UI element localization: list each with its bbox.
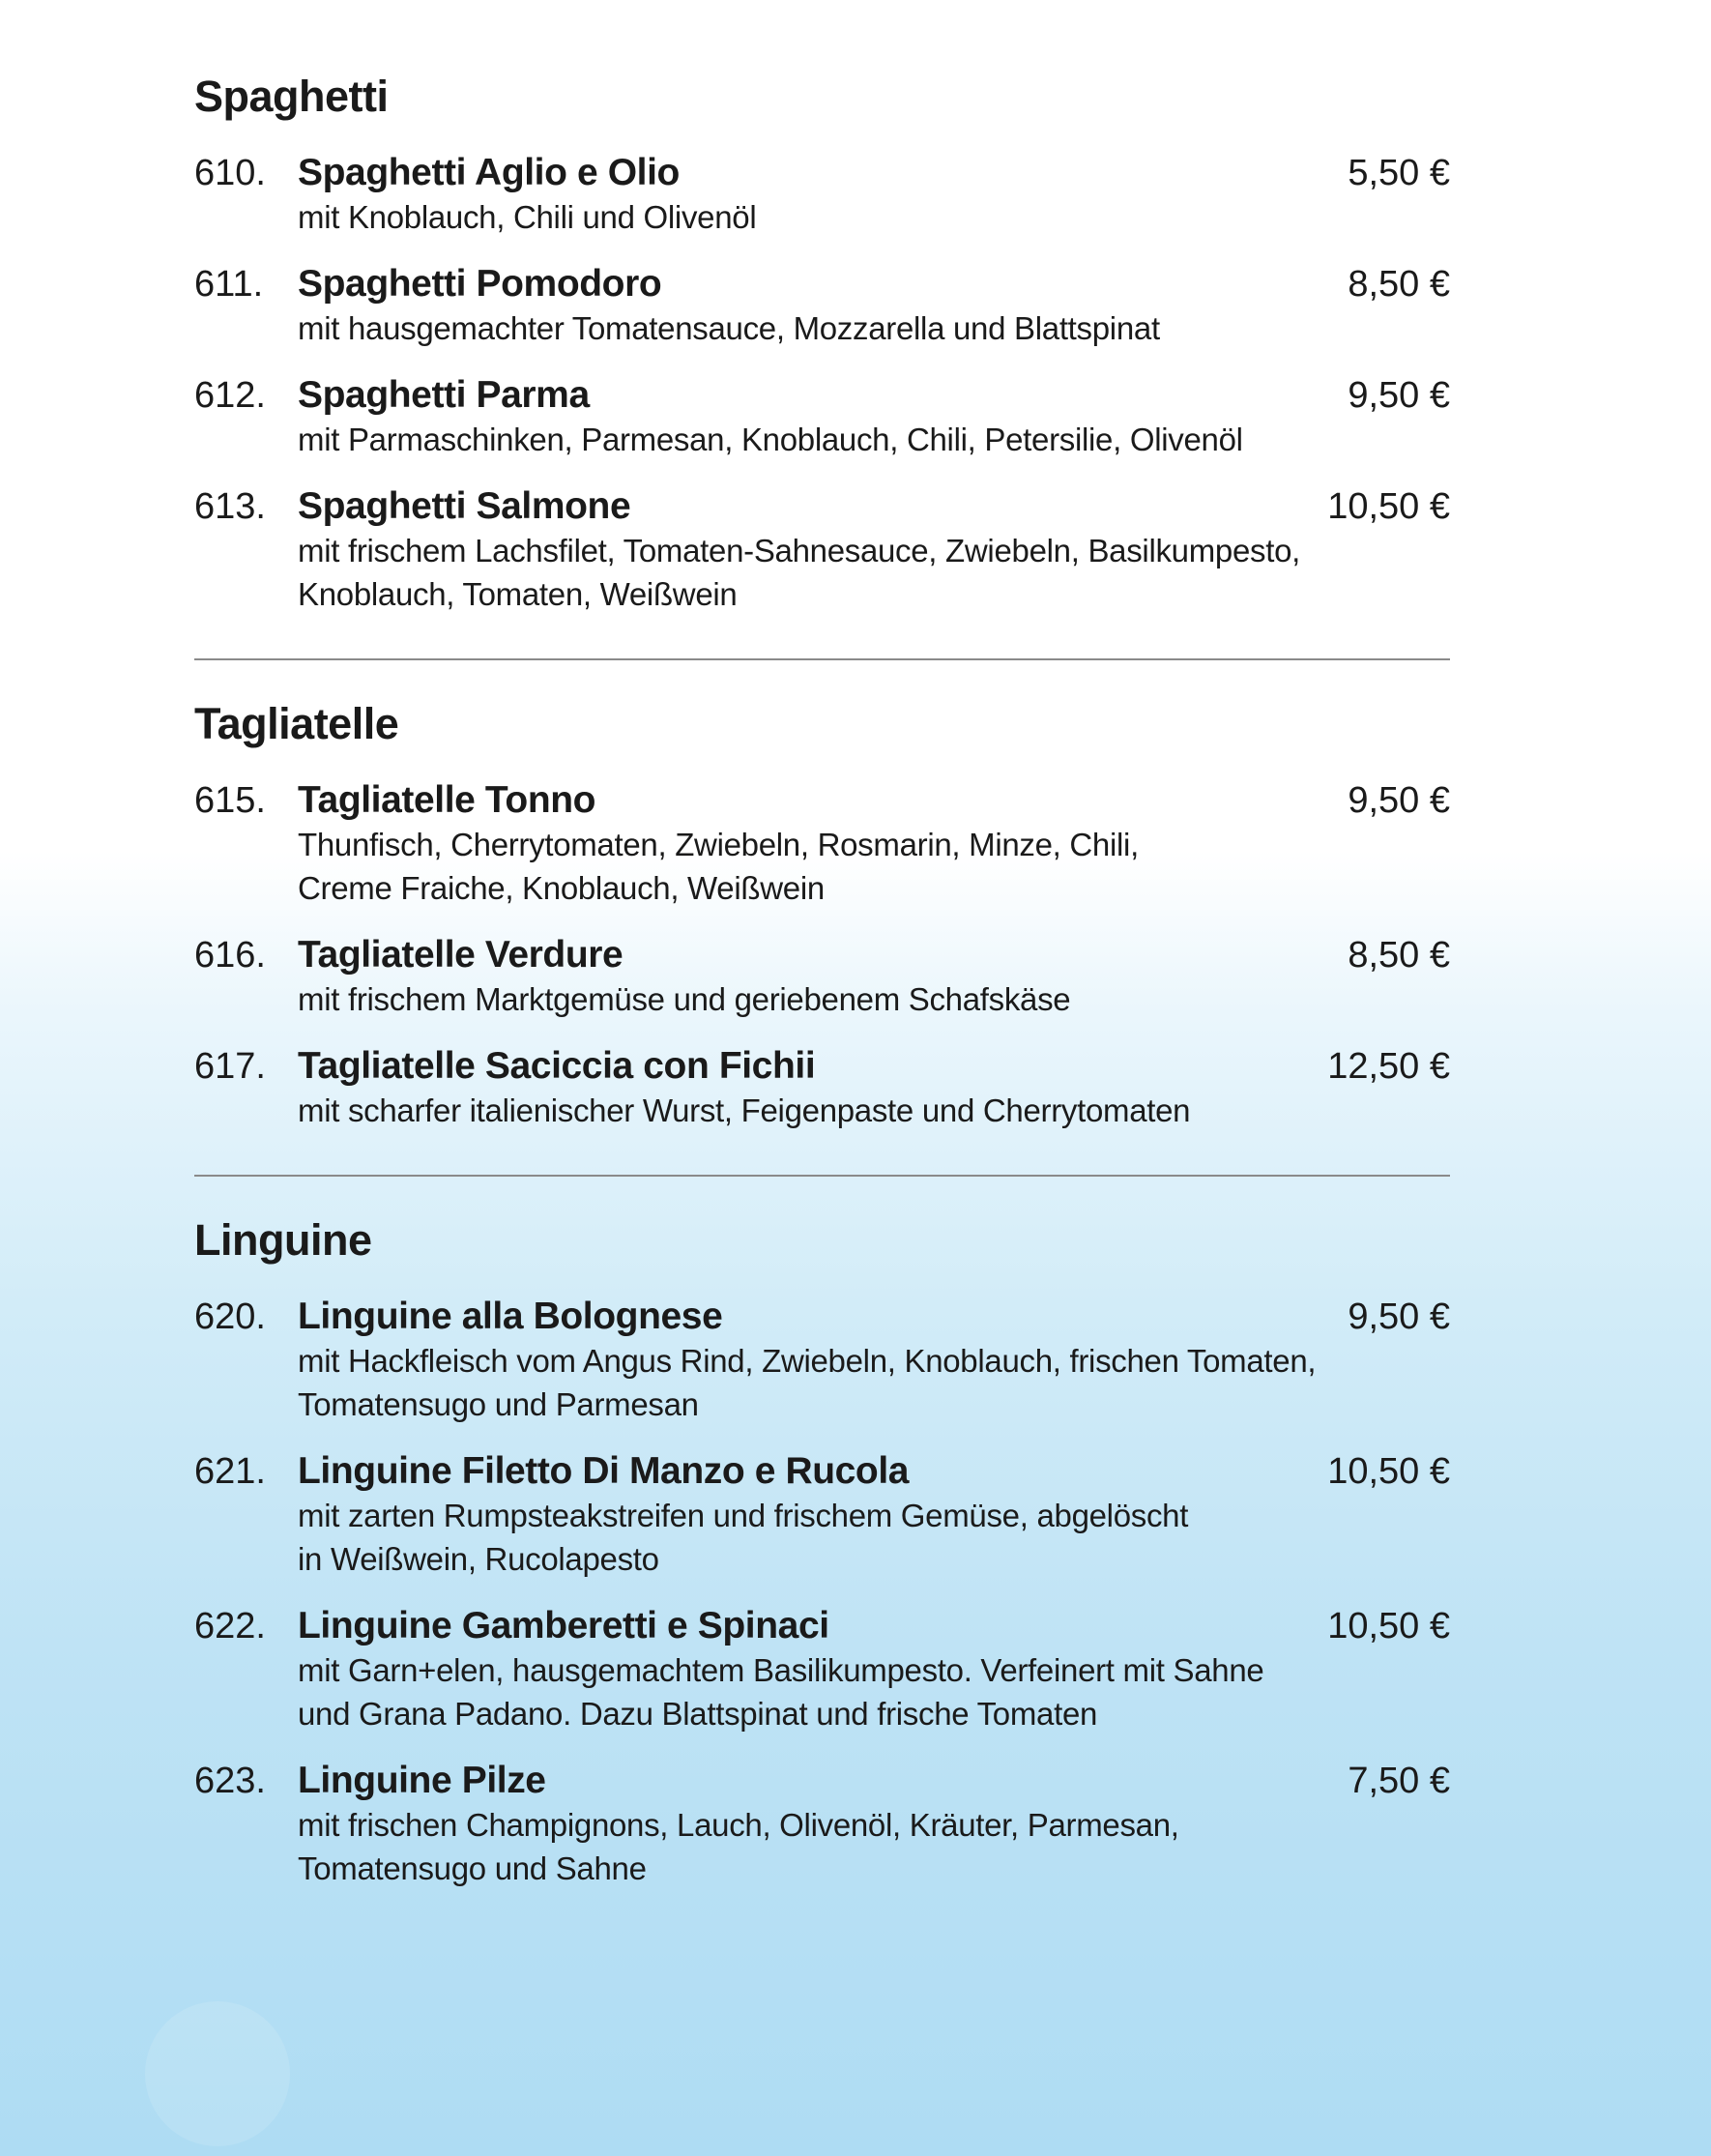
menu-item (194, 484, 1450, 616)
item-number: 623. (194, 1761, 266, 1801)
item-price: 12,50 € (1327, 1046, 1450, 1087)
item-body (298, 262, 1328, 350)
item-price: 8,50 € (1348, 935, 1450, 976)
item-number: 612. (194, 375, 266, 416)
item-name: Linguine Gamberetti e Spinaci (298, 1605, 829, 1646)
item-description: mit scharfer italienischer Wurst, Feigenpaste und Cherrytomaten (298, 1093, 1191, 1128)
item-number: 621. (194, 1451, 266, 1492)
menu-content (194, 68, 1450, 1913)
item-number: 620. (194, 1297, 266, 1337)
item-description: mit zarten Rumpsteakstreifen und frischem Gemüse, abgelöscht in Weißwein, Rucolapesto (298, 1498, 1189, 1577)
item-name: Linguine Filetto Di Manzo e Rucola (298, 1450, 910, 1492)
item-name: Spaghetti Pomodoro (298, 263, 662, 305)
background-decoration (145, 2001, 290, 2146)
item-name: Spaghetti Salmone (298, 485, 631, 527)
item-name: Linguine Pilze (298, 1760, 546, 1801)
menu-item (194, 1759, 1450, 1890)
item-number: 613. (194, 486, 266, 527)
item-name: Tagliatelle Tonno (298, 779, 596, 821)
item-body (298, 373, 1328, 461)
item-description: mit Parmaschinken, Parmesan, Knoblauch, Chili, Petersilie, Olivenöl (298, 422, 1243, 457)
section-title: Tagliatelle (194, 699, 399, 748)
menu-item (194, 373, 1450, 461)
item-name: Spaghetti Parma (298, 374, 590, 416)
item-body (298, 151, 1328, 239)
item-price: 7,50 € (1348, 1761, 1450, 1801)
item-name: Tagliatelle Verdure (298, 934, 624, 976)
menu-item (194, 151, 1450, 239)
item-number: 617. (194, 1046, 266, 1087)
menu-item (194, 933, 1450, 1021)
item-description: mit Garn+elen, hausgemachtem Basilikumpesto. Verfeinert mit Sahne und Grana Padano. Dazu Blattspinat und frische Tomaten (298, 1652, 1264, 1732)
menu-section-linguine (194, 1211, 1450, 1890)
item-name: Tagliatelle Saciccia con Fichii (298, 1045, 816, 1087)
item-number: 615. (194, 780, 266, 821)
section-title: Spaghetti (194, 72, 389, 121)
menu-section-tagliatelle (194, 695, 1450, 1132)
item-number: 611. (194, 264, 264, 305)
item-description: mit frischem Lachsfilet, Tomaten-Sahnesauce, Zwiebeln, Basilkumpesto, Knoblauch, Tomaten, Weißwein (298, 533, 1301, 612)
item-body (298, 1604, 1308, 1735)
item-body (298, 1449, 1308, 1581)
item-price: 9,50 € (1348, 375, 1450, 416)
item-price: 10,50 € (1327, 1451, 1450, 1492)
item-body (298, 484, 1308, 616)
item-body (298, 1044, 1308, 1132)
item-number: 610. (194, 153, 266, 193)
menu-item (194, 1449, 1450, 1581)
item-body (298, 1295, 1328, 1426)
item-price: 9,50 € (1348, 780, 1450, 821)
item-price: 10,50 € (1327, 1606, 1450, 1646)
menu-section-spaghetti (194, 68, 1450, 616)
item-description: Thunfisch, Cherrytomaten, Zwiebeln, Rosmarin, Minze, Chili, Creme Fraiche, Knoblauch, Weißwein (298, 827, 1139, 906)
item-description: mit Hackfleisch vom Angus Rind, Zwiebeln, Knoblauch, frischen Tomaten, Tomatensugo und Parmesan (298, 1343, 1317, 1422)
menu-item (194, 778, 1450, 910)
item-price: 8,50 € (1348, 264, 1450, 305)
item-description: mit frischem Marktgemüse und geriebenem Schafskäse (298, 981, 1071, 1017)
item-price: 5,50 € (1348, 153, 1450, 193)
item-number: 622. (194, 1606, 266, 1646)
item-description: mit hausgemachter Tomatensauce, Mozzarella und Blattspinat (298, 310, 1160, 346)
menu-item (194, 1295, 1450, 1426)
item-description: mit Knoblauch, Chili und Olivenöl (298, 199, 757, 235)
item-number: 616. (194, 935, 266, 976)
item-description: mit frischen Champignons, Lauch, Olivenöl, Kräuter, Parmesan, Tomatensugo und Sahne (298, 1807, 1179, 1886)
item-name: Linguine alla Bolognese (298, 1296, 723, 1337)
item-body (298, 1759, 1328, 1890)
section-title: Linguine (194, 1215, 372, 1265)
section-divider (194, 658, 1450, 660)
item-price: 9,50 € (1348, 1297, 1450, 1337)
menu-item (194, 1044, 1450, 1132)
section-divider (194, 1175, 1450, 1177)
item-name: Spaghetti Aglio e Olio (298, 152, 680, 193)
menu-item (194, 262, 1450, 350)
item-body (298, 933, 1328, 1021)
menu-item (194, 1604, 1450, 1735)
item-price: 10,50 € (1327, 486, 1450, 527)
item-body (298, 778, 1328, 910)
